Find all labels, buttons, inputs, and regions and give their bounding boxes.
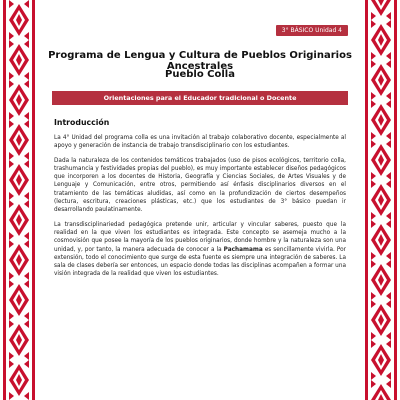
section-heading: Introducción <box>54 118 110 127</box>
people-subtitle: Pueblo Colla <box>165 69 235 80</box>
body-text <box>54 134 346 285</box>
grade-unit-badge: 3° BÁSICO Unidad 4 <box>276 25 348 36</box>
paragraph-3 <box>54 221 346 279</box>
right-decorative-border <box>362 0 400 400</box>
left-decorative-border <box>0 0 38 400</box>
orientation-banner: Orientaciones para el Educador tradicional o Docente <box>52 91 348 105</box>
paragraph-3-part-1: La transdisciplinariedad pedagógica pretende unir, articular y vincular saberes, puesto que la realidad en la que viven los estudiantes es integrada. Este concepto se asemeja mucho a la cosmovisión que posee la mayoría de los pueblos originarios, donde hombre y la naturaleza son una unidad, y, por tanto, la manera adecuada de conocer a la <box>54 221 346 253</box>
pachamama-term: Pachamama <box>223 246 263 253</box>
paragraph-3-part-2: es sencillamente vivirla. Por extensión, todo el conocimiento que surge de esta fuente es siempre una integración de saberes. La sala de clases debería ser entonces, un espacio donde todas las disciplinas acompañen a formar una visión integrada de la realidad que viven los estudiantes. <box>54 246 346 278</box>
paragraph-1: La 4° Unidad del programa colla es una invitación al trabajo colaborativo docente, especialmente al apoyo y generación de instancia de trabajo transdisciplinario con los estudiantes. <box>54 135 346 150</box>
program-title: Programa de Lengua y Cultura de Pueblos Originarios Ancestrales <box>48 50 352 72</box>
paragraph-2: Dada la naturaleza de los contenidos temáticos trabajados (uso de pisos ecológicos, territorio colla, trashumancia y festividades propias del pueblo), es muy importante establecer diseños pedagógicos que incorporen a los docentes de Historia, Geografía y Ciencias Sociales, de Artes Visuales y de Lenguaje y Comunicación, entre otros, permitiendo así énfasis disciplinarios diversos en el tratamiento de las temáticas aludidas, así como en la profundización de ciertos desempeños (lectura, escritura, creaciones plásticas, etc.) que los estudiantes de 3° básico puedan ir desarrollando paulatinamente. <box>54 157 346 214</box>
